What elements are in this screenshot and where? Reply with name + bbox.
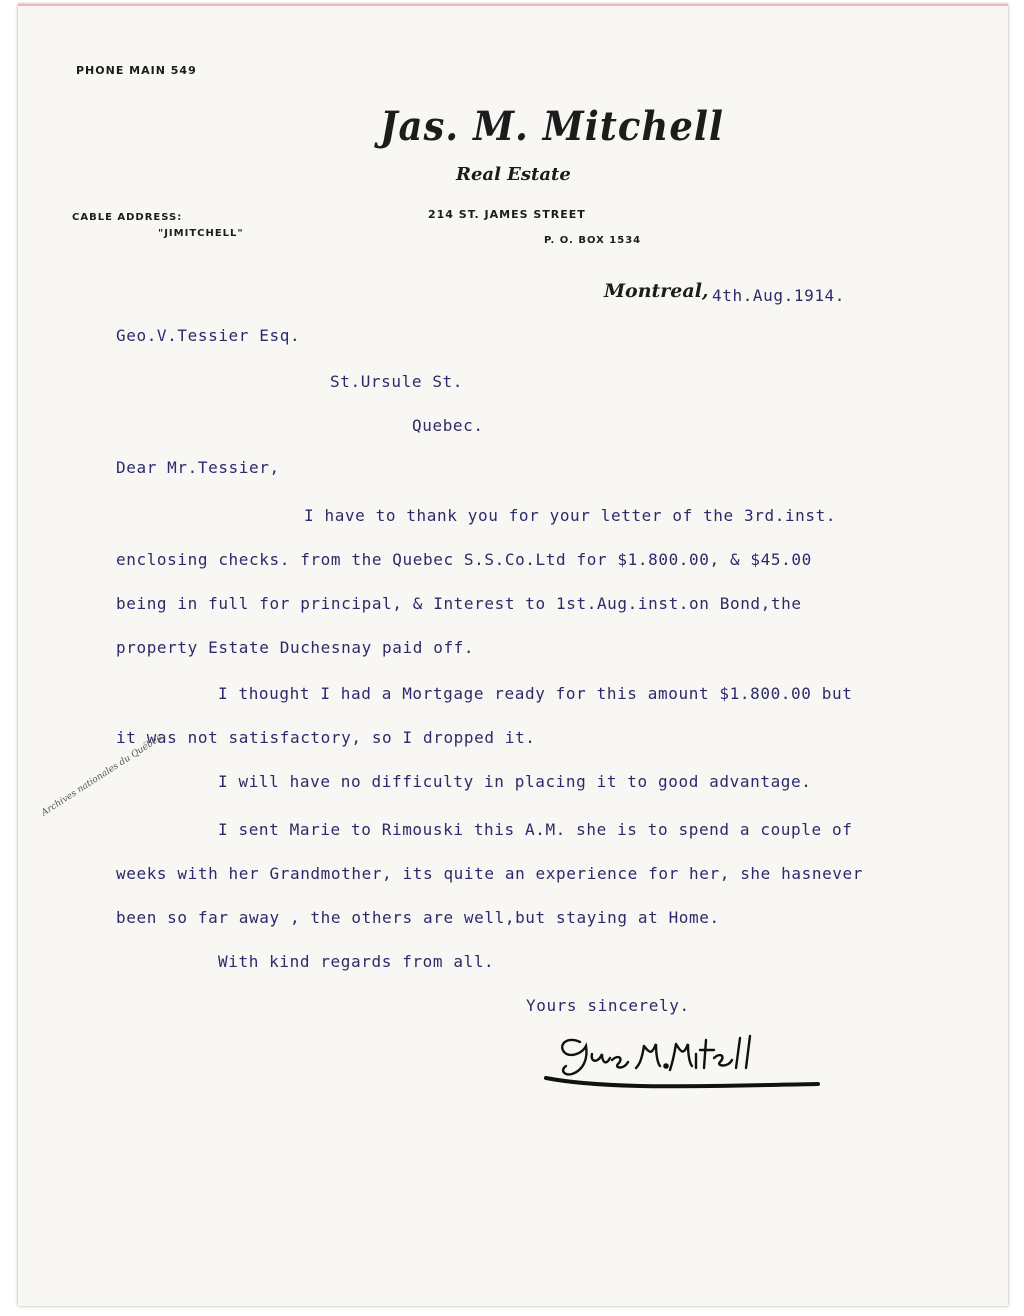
recipient-city: Quebec.	[412, 416, 484, 435]
letterhead-cable-value: "JIMITCHELL"	[158, 228, 244, 239]
body-line: been so far away , the others are well,but staying at Home.	[116, 908, 720, 927]
signature-image	[528, 1024, 828, 1094]
letterhead-city: Montreal,	[604, 280, 709, 302]
letterhead-pobox: P. O. BOX 1534	[544, 235, 642, 246]
body-line: I will have no difficulty in placing it to good advantage.	[218, 772, 812, 791]
letterhead-trade: Real Estate	[456, 164, 571, 185]
letterhead-cable-label: CABLE ADDRESS:	[72, 212, 183, 223]
letter-date: 4th.Aug.1914.	[712, 286, 846, 305]
recipient-name: Geo.V.Tessier Esq.	[116, 326, 301, 345]
letterhead-phone: PHONE MAIN 549	[76, 64, 197, 77]
body-line: being in full for principal, & Interest to 1st.Aug.inst.on Bond,the	[116, 594, 802, 613]
letterhead-name: Jas. M. Mitchell	[380, 102, 724, 150]
body-line: weeks with her Grandmother, its quite an experience for her, she hasnever	[116, 864, 863, 883]
body-line: I sent Marie to Rimouski this A.M. she is to spend a couple of	[218, 820, 853, 839]
body-line: With kind regards from all.	[218, 952, 495, 971]
body-line: enclosing checks. from the Quebec S.S.Co.Ltd for $1.800.00, & $45.00	[116, 550, 812, 569]
archive-stamp: Archives nationales du Québec	[40, 732, 165, 819]
body-line: property Estate Duchesnay paid off.	[116, 638, 475, 657]
closing: Yours sincerely.	[526, 996, 690, 1015]
body-line: I thought I had a Mortgage ready for this amount $1.800.00 but	[218, 684, 853, 703]
letterhead-street: 214 ST. JAMES STREET	[428, 208, 586, 221]
body-line: it was not satisfactory, so I dropped it.	[116, 728, 536, 747]
recipient-street: St.Ursule St.	[330, 372, 464, 391]
body-line: I have to thank you for your letter of the 3rd.inst.	[304, 506, 837, 525]
salutation: Dear Mr.Tessier,	[116, 458, 280, 477]
